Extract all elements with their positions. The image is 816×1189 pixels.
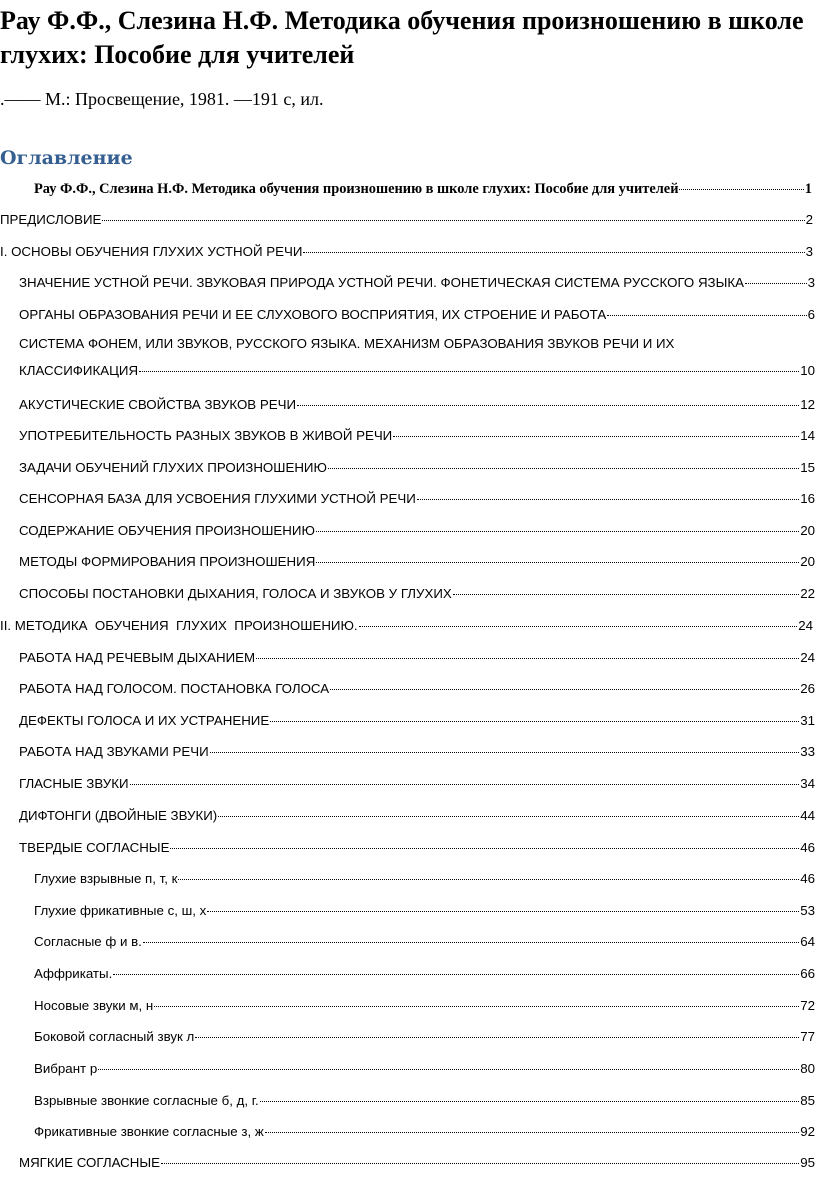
toc-entry-page: 66 xyxy=(800,966,815,981)
toc-entry[interactable] xyxy=(19,835,815,858)
toc-leader xyxy=(256,642,799,659)
toc-leader xyxy=(607,299,806,316)
toc-entry-page: 3 xyxy=(805,244,813,259)
toc-entry-page: 64 xyxy=(800,934,815,949)
toc-entry-text: СПОСОБЫ ПОСТАНОВКИ ДЫХАНИЯ, ГОЛОСА И ЗВУКОВ У ГЛУХИХ xyxy=(19,586,452,601)
toc-entry-text: ЗНАЧЕНИЕ УСТНОЙ РЕЧИ. ЗВУКОВАЯ ПРИРОДА УСТНОЙ РЕЧИ. ФОНЕТИЧЕСКАЯ СИСТЕМА РУССКОГО ЯЗЫКА xyxy=(19,275,744,290)
toc-entry[interactable] xyxy=(19,486,815,509)
toc-leader xyxy=(330,673,799,690)
toc-entry-text: УПОТРЕБИТЕЛЬНОСТЬ РАЗНЫХ ЗВУКОВ В ЖИВОЙ РЕЧИ xyxy=(19,428,393,443)
toc-leader xyxy=(265,1116,799,1133)
toc-entry-page: 31 xyxy=(800,713,815,728)
toc-entry-page: 20 xyxy=(800,554,815,569)
toc-entry-text: СОДЕРЖАНИЕ ОБУЧЕНИЯ ПРОИЗНОШЕНИЮ xyxy=(19,523,315,538)
toc-entry-text: СИСТЕМА ФОНЕМ, ИЛИ ЗВУКОВ, РУССКОГО ЯЗЫКА. МЕХАНИЗМ ОБРАЗОВАНИЯ ЗВУКОВ РЕЧИ И ИХ xyxy=(19,336,675,351)
toc-entry-text: Фрикативные звонкие согласные з, ж xyxy=(34,1124,264,1139)
toc-leader xyxy=(297,389,799,406)
document-title: Рау Ф.Ф., Слезина Н.Ф. Методика обучения произношению в школе глухих: Пособие для учителей xyxy=(0,6,804,69)
toc-entry-page: 16 xyxy=(800,491,815,506)
toc-entry-page: 33 xyxy=(800,744,815,759)
toc-entry-text: Боковой согласный звук л xyxy=(34,1029,195,1044)
toc-entry-page: 77 xyxy=(800,1029,815,1044)
toc-entry-page: 34 xyxy=(800,776,815,791)
toc-leader xyxy=(113,958,799,975)
toc-entry[interactable] xyxy=(34,898,815,921)
document-subtitle: .—— М.: Просвещение, 1981. —191 с, ил. xyxy=(0,89,324,109)
toc-entry-text: ОРГАНЫ ОБРАЗОВАНИЯ РЕЧИ И ЕЕ СЛУХОВОГО ВОСПРИЯТИЯ, ИХ СТРОЕНИЕ И РАБОТА xyxy=(19,307,607,322)
toc-entry-text: Взрывные звонкие согласные б, д, г. xyxy=(34,1093,259,1108)
toc-entry-page: 80 xyxy=(800,1061,815,1076)
toc-entry-page: 85 xyxy=(800,1093,815,1108)
toc-entry-text: II. МЕТОДИКА ОБУЧЕНИЯ ГЛУХИХ ПРОИЗНОШЕНИЮ. xyxy=(0,618,358,633)
toc-entry[interactable] xyxy=(19,270,815,293)
toc-leader xyxy=(178,863,799,880)
toc-leader xyxy=(143,926,799,943)
toc-leader xyxy=(130,768,800,785)
toc-leader xyxy=(102,204,804,221)
toc-entry[interactable] xyxy=(19,392,815,415)
toc-entry[interactable] xyxy=(19,771,815,794)
toc-leader xyxy=(98,1053,799,1070)
toc-entry-page: 1 xyxy=(804,181,812,197)
toc-entry-text: СЕНСОРНАЯ БАЗА ДЛЯ УСВОЕНИЯ ГЛУХИМИ УСТНОЙ РЕЧИ xyxy=(19,491,416,506)
toc-entry-page: 14 xyxy=(800,428,815,443)
toc-entry-page: 6 xyxy=(807,307,815,322)
toc-entry-page: 22 xyxy=(800,586,815,601)
toc-entry-text: I. ОСНОВЫ ОБУЧЕНИЯ ГЛУХИХ УСТНОЙ РЕЧИ xyxy=(0,244,303,259)
toc-entry[interactable] xyxy=(19,581,815,604)
toc-entry-page: 44 xyxy=(800,808,815,823)
toc-leader xyxy=(170,832,799,849)
toc-entry-page: 46 xyxy=(800,840,815,855)
toc-entry-page: 20 xyxy=(800,523,815,538)
toc-entry[interactable] xyxy=(34,929,815,952)
toc-entry[interactable] xyxy=(34,1119,815,1142)
toc-leader xyxy=(260,1085,800,1102)
toc-entry-text: Носовые звуки м, н xyxy=(34,998,154,1013)
toc-entry-text: МЕТОДЫ ФОРМИРОВАНИЯ ПРОИЗНОШЕНИЯ xyxy=(19,554,316,569)
toc-leader xyxy=(453,578,799,595)
toc-entry-page: 3 xyxy=(807,275,815,290)
toc-leader xyxy=(359,610,798,627)
toc-leader xyxy=(303,236,804,253)
toc-leader xyxy=(195,1021,799,1038)
toc-entry-text: МЯГКИЕ СОГЛАСНЫЕ xyxy=(19,1155,160,1170)
toc-entry-page: 12 xyxy=(800,397,815,412)
toc-entry[interactable] xyxy=(0,239,813,262)
toc-entry-page: 72 xyxy=(800,998,815,1013)
toc-entry[interactable] xyxy=(19,676,815,699)
toc-leader xyxy=(417,483,799,500)
toc-entry[interactable] xyxy=(19,739,815,762)
toc-leader xyxy=(745,267,807,284)
toc-entry-page: 95 xyxy=(800,1155,815,1170)
toc-entry-text: Рау Ф.Ф., Слезина Н.Ф. Методика обучения произношению в школе глухих: Пособие для учителей xyxy=(34,181,679,197)
toc-leader xyxy=(154,990,799,1007)
toc-entry[interactable] xyxy=(19,803,815,826)
toc-entry-page: 24 xyxy=(798,618,813,633)
toc-entry-text: Глухие взрывные п, т, к xyxy=(34,871,178,886)
toc-leader xyxy=(210,736,800,753)
toc-entry-page: 53 xyxy=(800,903,815,918)
toc-leader xyxy=(328,452,799,469)
toc-entry[interactable] xyxy=(19,302,815,325)
toc-entry-text: ГЛАСНЫЕ ЗВУКИ xyxy=(19,776,129,791)
toc-entry[interactable] xyxy=(19,549,815,572)
toc-entry[interactable] xyxy=(19,423,815,446)
toc-heading: Оглавление xyxy=(0,147,133,169)
toc-entry-text: ЗАДАЧИ ОБУЧЕНИЙ ГЛУХИХ ПРОИЗНОШЕНИЮ xyxy=(19,460,327,475)
toc-entry[interactable] xyxy=(34,1056,815,1079)
toc-entry-text: Глухие фрикативные с, ш, х xyxy=(34,903,207,918)
toc-entry-page: 26 xyxy=(800,681,815,696)
toc-leader xyxy=(316,546,799,563)
toc-entry[interactable] xyxy=(0,613,813,636)
toc-leader xyxy=(218,800,799,817)
toc-entry-text: Вибрант р xyxy=(34,1061,98,1076)
toc-entry-text: АКУСТИЧЕСКИЕ СВОЙСТВА ЗВУКОВ РЕЧИ xyxy=(19,397,297,412)
toc-entry[interactable] xyxy=(34,1024,815,1047)
toc-entry[interactable] xyxy=(34,961,815,984)
toc-entry[interactable] xyxy=(19,334,815,381)
toc-entry-text: ПРЕДИСЛОВИЕ xyxy=(0,212,102,227)
toc-leader xyxy=(270,705,799,722)
toc-entry-page: 15 xyxy=(800,460,815,475)
toc-entry-text: ДИФТОНГИ (ДВОЙНЫЕ ЗВУКИ) xyxy=(19,808,218,823)
toc-entry-text: РАБОТА НАД ГОЛОСОМ. ПОСТАНОВКА ГОЛОСА xyxy=(19,681,330,696)
toc-entry[interactable] xyxy=(34,1088,815,1111)
toc-entry-page: 92 xyxy=(800,1124,815,1139)
toc-entry-text: ТВЕРДЫЕ СОГЛАСНЫЕ xyxy=(19,840,170,855)
toc-entry-text: Согласные ф и в. xyxy=(34,934,142,949)
toc-entry-text: Аффрикаты. xyxy=(34,966,113,981)
toc-entry-page: 24 xyxy=(800,650,815,665)
toc-leader xyxy=(207,895,799,912)
toc-entry[interactable] xyxy=(19,518,815,541)
toc-entry[interactable] xyxy=(19,1150,815,1173)
toc-entry-text-continued: КЛАССИФИКАЦИЯ xyxy=(19,363,139,378)
toc-leader xyxy=(393,420,799,437)
toc-entry[interactable] xyxy=(34,866,815,889)
toc-leader xyxy=(139,355,799,372)
toc-entry[interactable] xyxy=(19,708,815,731)
toc-leader xyxy=(679,173,803,190)
toc-entry-page: 2 xyxy=(805,212,813,227)
toc-entry[interactable] xyxy=(34,176,812,199)
toc-entry[interactable] xyxy=(19,645,815,668)
toc-entry-page: 46 xyxy=(800,871,815,886)
toc-entry[interactable] xyxy=(0,207,813,230)
toc-entry-page: 10 xyxy=(800,363,815,378)
toc-leader xyxy=(161,1147,799,1164)
toc-leader xyxy=(316,515,799,532)
toc-entry[interactable] xyxy=(34,993,815,1016)
toc-entry-text: РАБОТА НАД РЕЧЕВЫМ ДЫХАНИЕМ xyxy=(19,650,256,665)
toc-entry-text: РАБОТА НАД ЗВУКАМИ РЕЧИ xyxy=(19,744,209,759)
toc-entry-text: ДЕФЕКТЫ ГОЛОСА И ИХ УСТРАНЕНИЕ xyxy=(19,713,270,728)
toc-entry[interactable] xyxy=(19,455,815,478)
